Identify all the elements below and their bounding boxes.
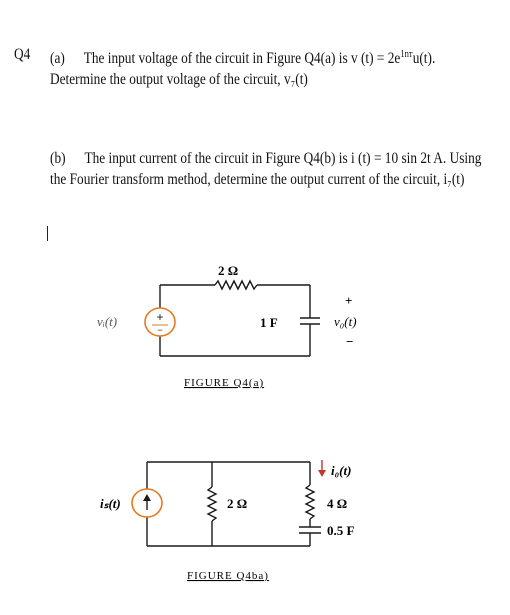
figure-a-circuit (160, 281, 320, 356)
part-a-line2: Determine the output voltage of the circuit, v₇(t) (50, 71, 308, 89)
part-b-line1: (b) The input current of the circuit in Figure Q4(b) is i (t) = 10 sin 2t A. Using (50, 150, 482, 167)
figure-b-caption: FIGURE Q4ba) (187, 570, 269, 582)
figure-b-resistor2-label: 4 Ω (327, 496, 348, 511)
figure-b-source-label: iₛ(t) (100, 496, 121, 511)
arrow-down-icon (318, 470, 326, 477)
source-minus-icon: − (157, 325, 163, 335)
figure-a-capacitor-label: 1 F (260, 315, 278, 330)
resistor-4ohm (306, 485, 314, 519)
figure-a-resistor-label: 2 Ω (218, 263, 239, 278)
resistor-2ohm-a (215, 281, 257, 289)
figure-b-output-label: i₀(t) (331, 463, 352, 478)
part-b-line2: the Fourier transform method, determine the output current of the circuit, i₇(t) (50, 171, 465, 188)
source-plus-icon: + (156, 310, 164, 324)
voltage-source-a (145, 308, 175, 336)
figure-a-minus: − (346, 334, 354, 349)
figure-b-capacitor-label: 0.5 F (327, 523, 355, 538)
figure-a-caption: FIGURE Q4(a) (184, 377, 265, 389)
output-current-arrow (318, 460, 326, 477)
resistor-2ohm-b (208, 487, 216, 521)
current-source-b (132, 489, 162, 517)
part-a-line1: (a) The input voltage of the circuit in Figure Q4(a) is v $(t) = 2e^{1nт}u(t)$. (50, 49, 436, 68)
figure-b-resistor1-label: 2 Ω (227, 496, 248, 511)
figure-a-output-label: v₀(t) (334, 314, 357, 329)
figure-a-input-label: vᵢ(t) (97, 314, 118, 329)
figure-a-plus: + (345, 293, 353, 308)
question-number: Q4 (14, 46, 31, 63)
